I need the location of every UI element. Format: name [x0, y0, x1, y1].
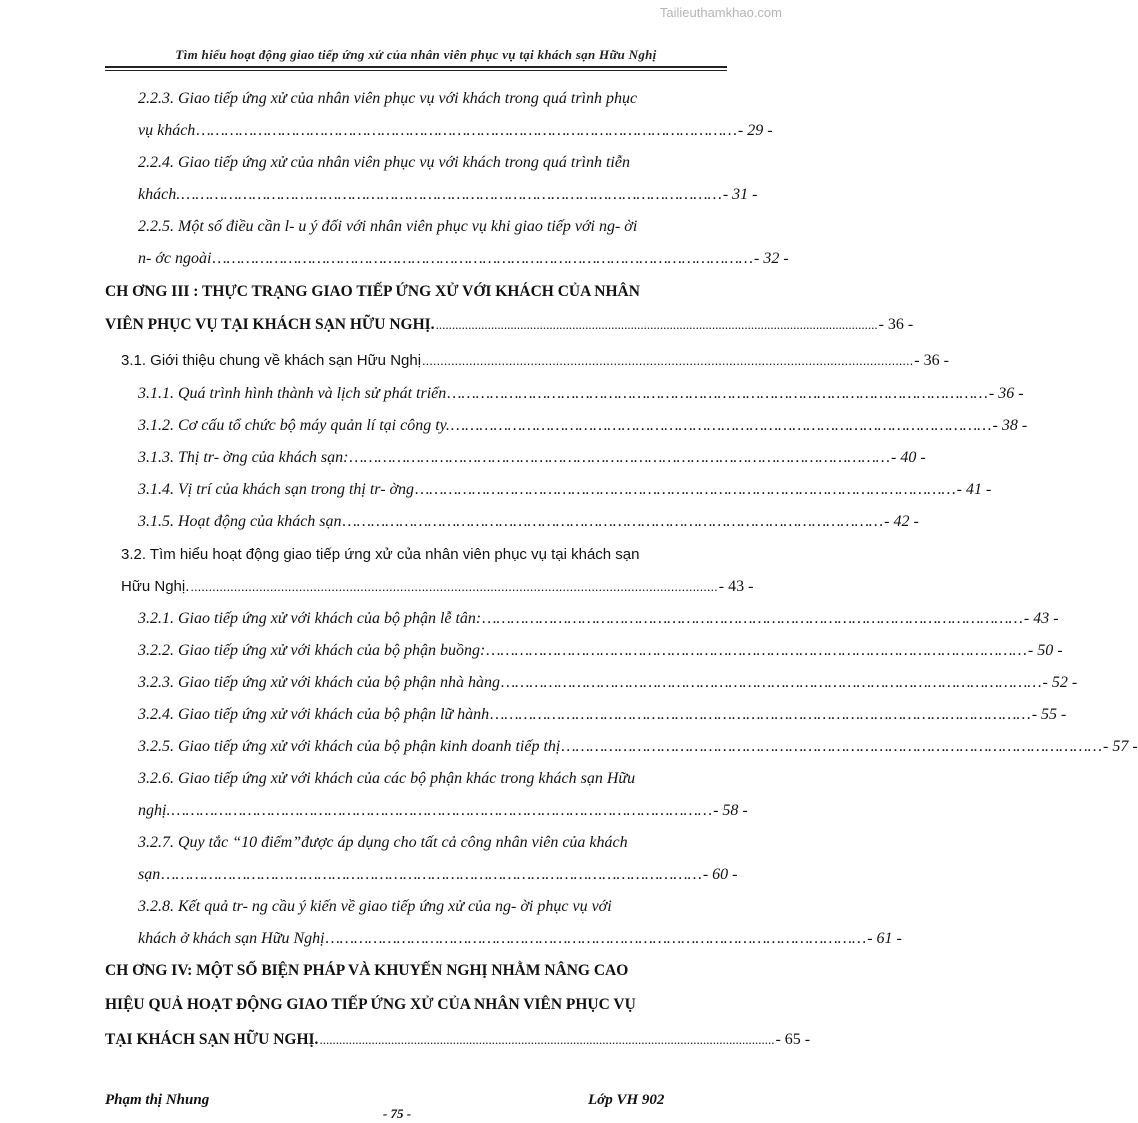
toc-entry-2-2-4[interactable]: khách. …………………………………………………………………………………………………… - 31 - [138, 186, 758, 203]
toc-entry-2-2-5[interactable]: n- ớc ngoài …………………………………………………………………………………………………… - 32 - [138, 250, 789, 267]
toc-entry-2-2-5-line1: 2.2.5. Một số điều cần l- u ý đối với nhân viên phục vụ khi giao tiếp với ng- ời [138, 218, 638, 235]
toc-entry-3-1-5[interactable]: 3.1.5. Hoạt động của khách sạn …………………………………………………………………………………………………… - 42 - [138, 513, 919, 530]
footer-author: Phạm thị Nhung [105, 1092, 210, 1108]
header-rule-thin [105, 70, 727, 71]
toc-entry-3-2-1[interactable]: 3.2.1. Giao tiếp ứng xử với khách của bộ phận lễ tân: …………………………………………………………………………………………………… - 43 - [138, 610, 1059, 627]
toc-entry-3-2-2[interactable]: 3.2.2. Giao tiếp ứng xử với khách của bộ phận buồng: …………………………………………………………………………………………………… - 50 - [138, 642, 1063, 659]
toc-entry-3-2-8[interactable]: khách ở khách sạn Hữu Nghị …………………………………………………………………………………………………… - 61 - [138, 930, 902, 947]
toc-section-3-1[interactable]: 3.1. Giới thiệu chung về khách sạn Hữu Nghị ........................................................................................................................................ - 36 - [121, 352, 949, 369]
toc-entry-3-2-6-line1: 3.2.6. Giao tiếp ứng xử với khách của các bộ phận khác trong khách sạn Hữu [138, 770, 636, 787]
toc-section-3-2-line1: 3.2. Tìm hiểu hoạt động giao tiếp ứng xử của nhân viên phục vụ tại khách sạn [121, 546, 640, 563]
toc-entry-3-2-5[interactable]: 3.2.5. Giao tiếp ứng xử với khách của bộ phận kinh doanh tiếp thị …………………………………………………………………………………………………… - 57 - [138, 738, 1138, 755]
header-rule-thick [105, 66, 727, 68]
toc-chapter-3[interactable]: VIÊN PHỤC VỤ TẠI KHÁCH SẠN HỮU NGHỊ. ........................................................................................................................................ - 36 - [105, 316, 914, 333]
toc-entry-2-2-3-line1: 2.2.3. Giao tiếp ứng xử của nhân viên phục vụ với khách trong quá trình phục [138, 90, 638, 107]
toc-chapter-4-line1: CH ƠNG IV: MỘT SỐ BIỆN PHÁP VÀ KHUYẾN NGHỊ NHẰM NÂNG CAO [105, 962, 629, 979]
watermark-text: Tailieuthamkhao.com [659, 5, 782, 20]
toc-chapter-4-line2: HIỆU QUẢ HOẠT ĐỘNG GIAO TIẾP ỨNG XỬ CỦA NHÂN VIÊN PHỤC VỤ [105, 996, 636, 1013]
toc-entry-3-1-3[interactable]: 3.1.3. Thị tr- ờng của khách sạn: …………………………………………………………………………………………………… - 40 - [138, 449, 926, 466]
toc-section-3-2[interactable]: Hữu Nghị. .................................................................................................................................................. - 43 - [121, 578, 754, 595]
toc-entry-3-2-3[interactable]: 3.2.3. Giao tiếp ứng xử với khách của bộ phận nhà hàng …………………………………………………………………………………………………… - 52 - [138, 674, 1078, 691]
toc-entry-3-2-7[interactable]: sạn …………………………………………………………………………………………………… - 60 - [138, 866, 738, 883]
running-header: Tìm hiểu hoạt động giao tiếp ứng xử của nhân viên phục vụ tại khách sạn Hữu Nghị [175, 47, 657, 62]
toc-chapter-3-line1: CH ƠNG III : THỰC TRẠNG GIAO TIẾP ỨNG XỬ VỚI KHÁCH CỦA NHÂN [105, 283, 640, 300]
toc-entry-3-2-7-line1: 3.2.7. Quy tắc “10 điểm”được áp dụng cho tất cả công nhân viên của khách [138, 834, 628, 851]
toc-entry-3-1-2[interactable]: 3.1.2. Cơ cấu tổ chức bộ máy quản lí tại công ty. …………………………………………………………………………………………………… - 38 - [138, 417, 1028, 434]
page-number: - 75 - [382, 1106, 412, 1121]
toc-entry-3-1-4[interactable]: 3.1.4. Vị trí của khách sạn trong thị tr- ờng …………………………………………………………………………………………………… - 41 - [138, 481, 992, 498]
toc-entry-3-2-4[interactable]: 3.2.4. Giao tiếp ứng xử với khách của bộ phận lữ hành …………………………………………………………………………………………………… - 55 - [138, 706, 1067, 723]
toc-entry-3-2-8-line1: 3.2.8. Kết quả tr- ng cầu ý kiến về giao tiếp ứng xử của ng- ời phục vụ với [138, 898, 612, 915]
toc-chapter-4[interactable]: TẠI KHÁCH SẠN HỮU NGHỊ. ............................................................................................................................................ - 65 - [105, 1031, 811, 1048]
toc-entry-2-2-3[interactable]: vụ khách …………………………………………………………………………………………………… - 29 - [138, 122, 773, 139]
toc-entry-3-2-6[interactable]: nghị. …………………………………………………………………………………………………… - 58 - [138, 802, 748, 819]
footer-class: Lớp VH 902 [588, 1092, 665, 1108]
toc-entry-2-2-4-line1: 2.2.4. Giao tiếp ứng xử của nhân viên phục vụ với khách trong quá trình tiễn [138, 154, 630, 171]
toc-entry-3-1-1[interactable]: 3.1.1. Quá trình hình thành và lịch sử phát triển …………………………………………………………………………………………………… - 36 - [138, 385, 1024, 402]
